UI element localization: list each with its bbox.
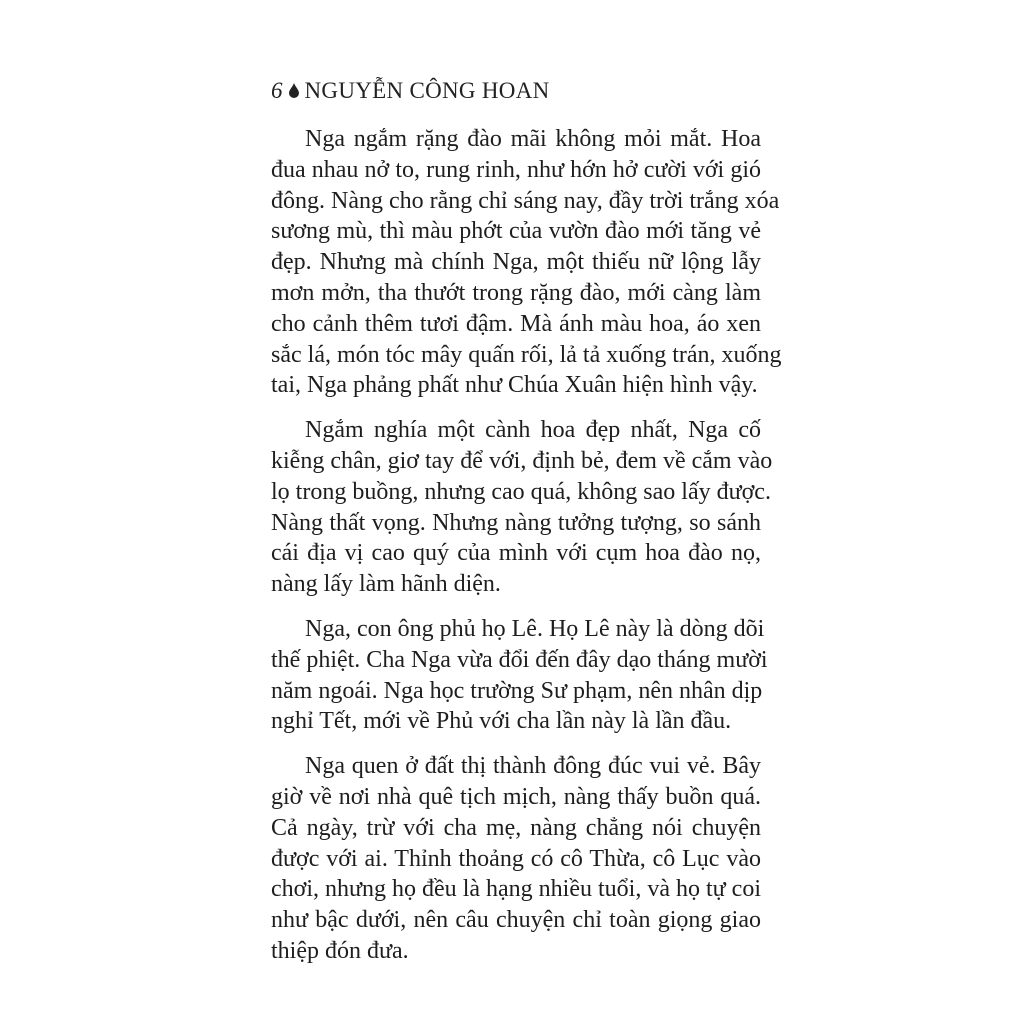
text-line: giờ về nơi nhà quê tịch mịch, nàng thấy buồn quá. [271,783,761,810]
text-line: nghỉ Tết, mới về Phủ với cha lần này là lần đầu. [271,708,732,735]
text-line: mơn mởn, tha thướt trong rặng đào, mới càng làm [271,279,761,306]
text-line: sắc lá, món tóc mây quấn rối, lả tả xuống trán, xuống [271,341,782,368]
paragraph-3 [271,614,768,737]
text-line: lọ trong buồng, nhưng cao quá, không sao lấy được. [271,478,771,505]
text-line: cho cảnh thêm tươi đậm. Mà ánh màu hoa, áo xen [271,310,761,337]
text-line: năm ngoái. Nga học trường Sư phạm, nên nhân dịp [271,677,763,704]
text-line: thế phiệt. Cha Nga vừa đổi đến đây dạo tháng mười [271,646,768,673]
author-name: NGUYỄN CÔNG HOAN [304,78,550,103]
text-line: Cả ngày, trừ với cha mẹ, nàng chẳng nói chuyện [271,814,761,841]
body-text [271,124,782,967]
text-line: chơi, nhưng họ đều là hạng nhiều tuổi, và họ tự coi [271,876,761,903]
page-number: 6 [271,78,283,103]
text-line: Nga, con ông phủ họ Lê. Họ Lê này là dòng dõi [305,615,765,642]
text-line: kiễng chân, giơ tay để với, định bẻ, đem về cắm vào [271,447,773,474]
text-line: đẹp. Nhưng mà chính Nga, một thiếu nữ lộng lẫy [271,249,761,276]
text-line: Nga quen ở đất thị thành đông đúc vui vẻ. Bây [305,753,761,780]
text-line: Nàng thất vọng. Nhưng nàng tưởng tượng, so sánh [271,509,761,536]
drop-ornament-icon [289,83,299,98]
running-header [271,78,550,104]
text-line: thiệp đón đưa. [271,937,409,964]
paragraph-4 [271,751,761,967]
text-line: đua nhau nở to, rung rinh, như hớn hở cười với gió [271,156,761,183]
text-line: Nga ngắm rặng đào mãi không mỏi mắt. Hoa [305,126,761,152]
paragraph-2 [271,415,773,600]
text-line: như bậc dưới, nên câu chuyện chỉ toàn giọng giao [271,907,761,934]
text-line: nàng lấy làm hãnh diện. [271,571,501,598]
text-line: được với ai. Thỉnh thoảng có cô Thừa, cô Lục vào [271,845,761,872]
text-line: Ngắm nghía một cành hoa đẹp nhất, Nga cố [305,417,761,444]
text-line: tai, Nga phảng phất như Chúa Xuân hiện hình vậy. [271,372,758,399]
paragraph-1 [271,124,782,401]
text-line: đông. Nàng cho rằng chỉ sáng nay, đầy trời trắng xóa [271,187,780,214]
text-line: sương mù, thì màu phớt của vườn đào mới tăng vẻ [271,218,761,245]
text-line: cái địa vị cao quý của mình với cụm hoa đào nọ, [271,540,761,567]
